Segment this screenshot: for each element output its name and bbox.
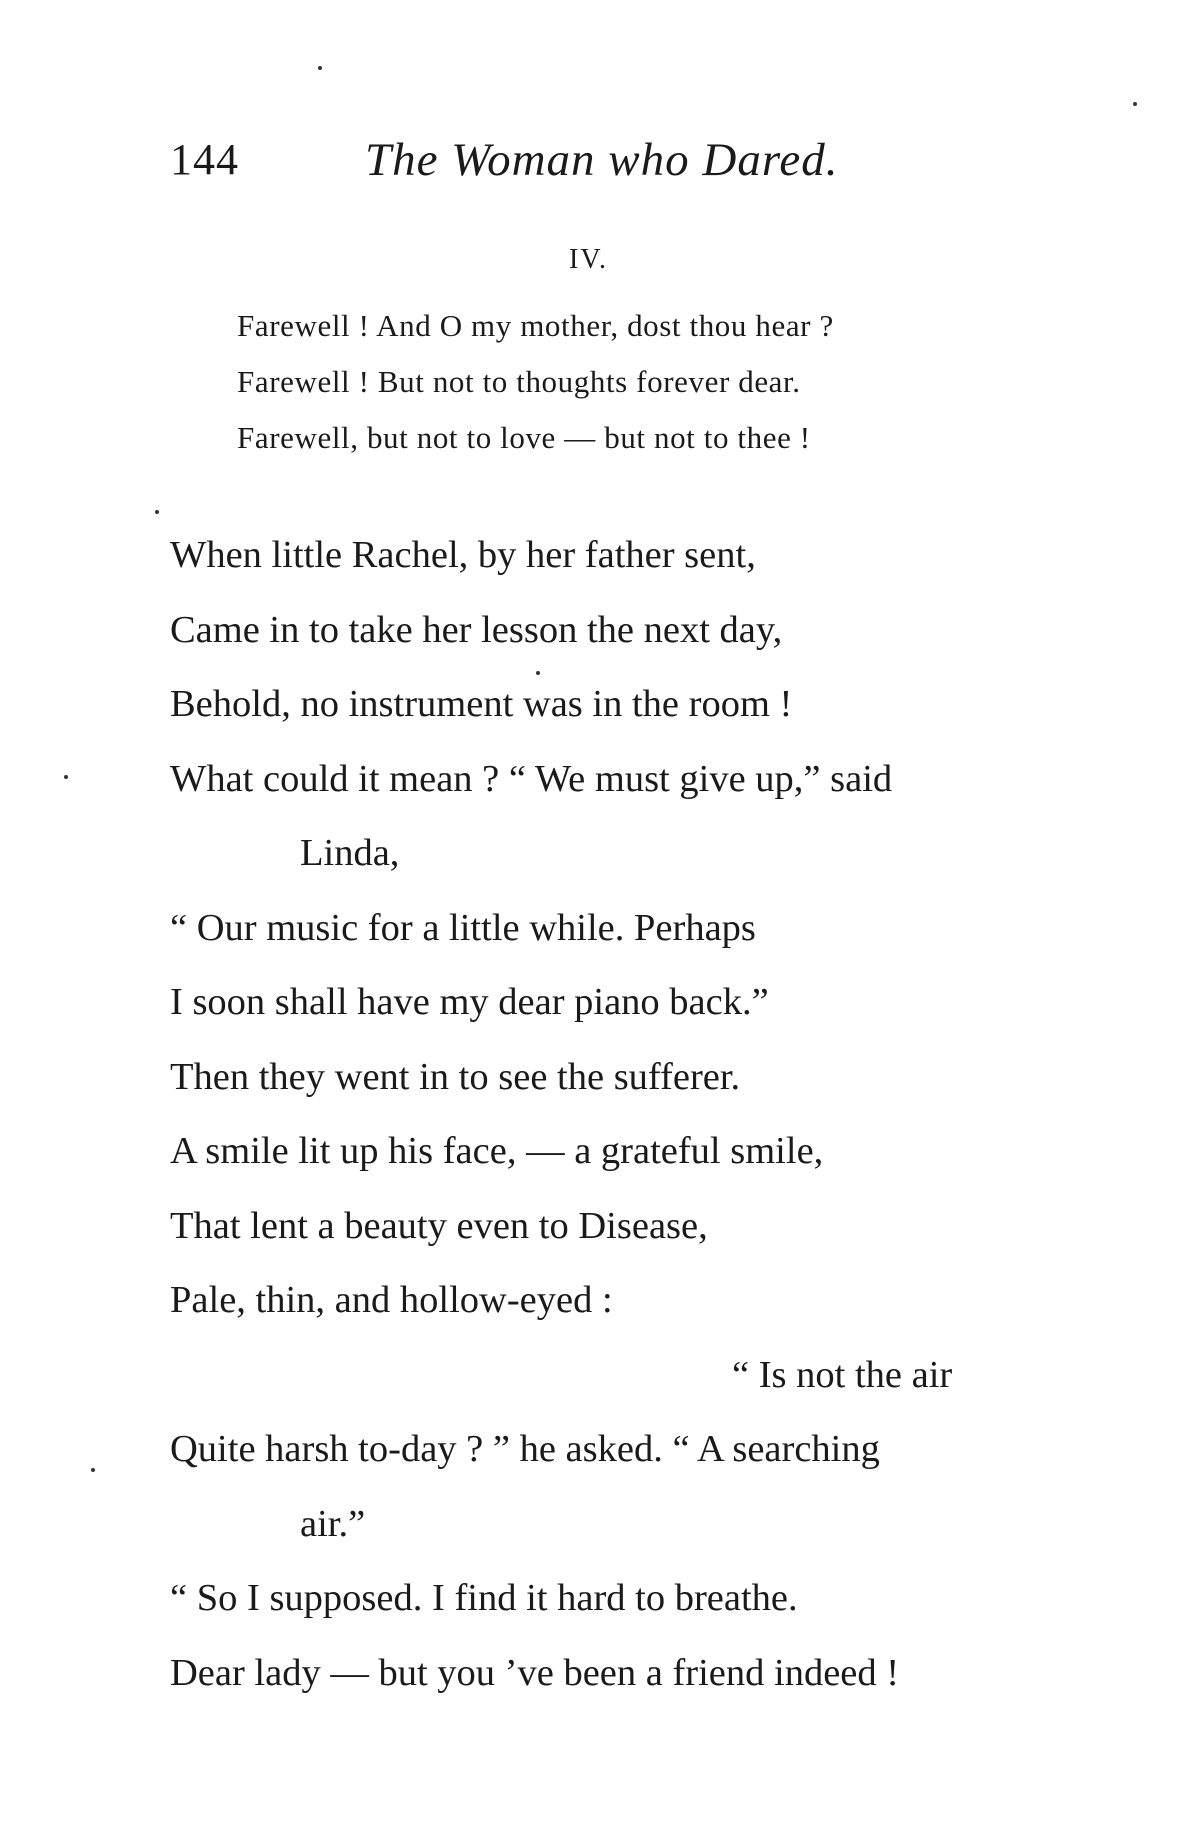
verse-line: Then they went in to see the sufferer. — [170, 1055, 741, 1098]
poem-body — [170, 518, 1100, 1710]
verse-line: A smile lit up his face, — a grateful smile, — [170, 1130, 824, 1172]
verse-line: That lent a beauty even to Disease, — [170, 1204, 708, 1247]
print-speck — [318, 66, 322, 70]
verse-line: “ So I supposed. I find it hard to breathe. — [170, 1577, 798, 1619]
section-number: IV. — [569, 244, 608, 275]
verse-line: When little Rachel, by her father sent, — [170, 534, 756, 576]
page-header — [170, 130, 930, 190]
verse-line: I soon shall have my dear piano back.” — [170, 981, 769, 1023]
verse-line: Behold, no instrument was in the room ! — [170, 683, 793, 725]
verse-line: What could it mean ? “ We must give up,” said — [170, 757, 893, 800]
verse-line: Came in to take her lesson the next day, — [170, 608, 783, 651]
verse-line: Dear lady — but you ’ve been a friend indeed ! — [170, 1651, 900, 1694]
print-speck — [155, 510, 159, 514]
epigraph — [237, 298, 1017, 466]
print-speck — [64, 775, 68, 779]
page-number: 144 — [170, 135, 239, 184]
epigraph-line: Farewell ! But not to thoughts forever dear. — [237, 364, 801, 399]
verse-line: Quite harsh to-day ? ” he asked. “ A searching — [170, 1428, 880, 1470]
running-title: The Woman who Dared. — [365, 134, 839, 186]
print-speck — [91, 1468, 95, 1472]
print-speck — [1133, 102, 1137, 106]
verse-line-dropped: “ Is not the air — [732, 1353, 953, 1396]
verse-line-continuation: Linda, — [300, 832, 400, 874]
print-speck — [536, 671, 540, 675]
epigraph-line: Farewell, but not to love — but not to thee ! — [237, 420, 811, 455]
verse-line-continuation: air.” — [300, 1502, 366, 1545]
epigraph-line: Farewell ! And O my mother, dost thou hear ? — [237, 308, 834, 343]
verse-line: Pale, thin, and hollow-eyed : — [170, 1279, 613, 1321]
verse-line: “ Our music for a little while. Perhaps — [170, 906, 756, 949]
